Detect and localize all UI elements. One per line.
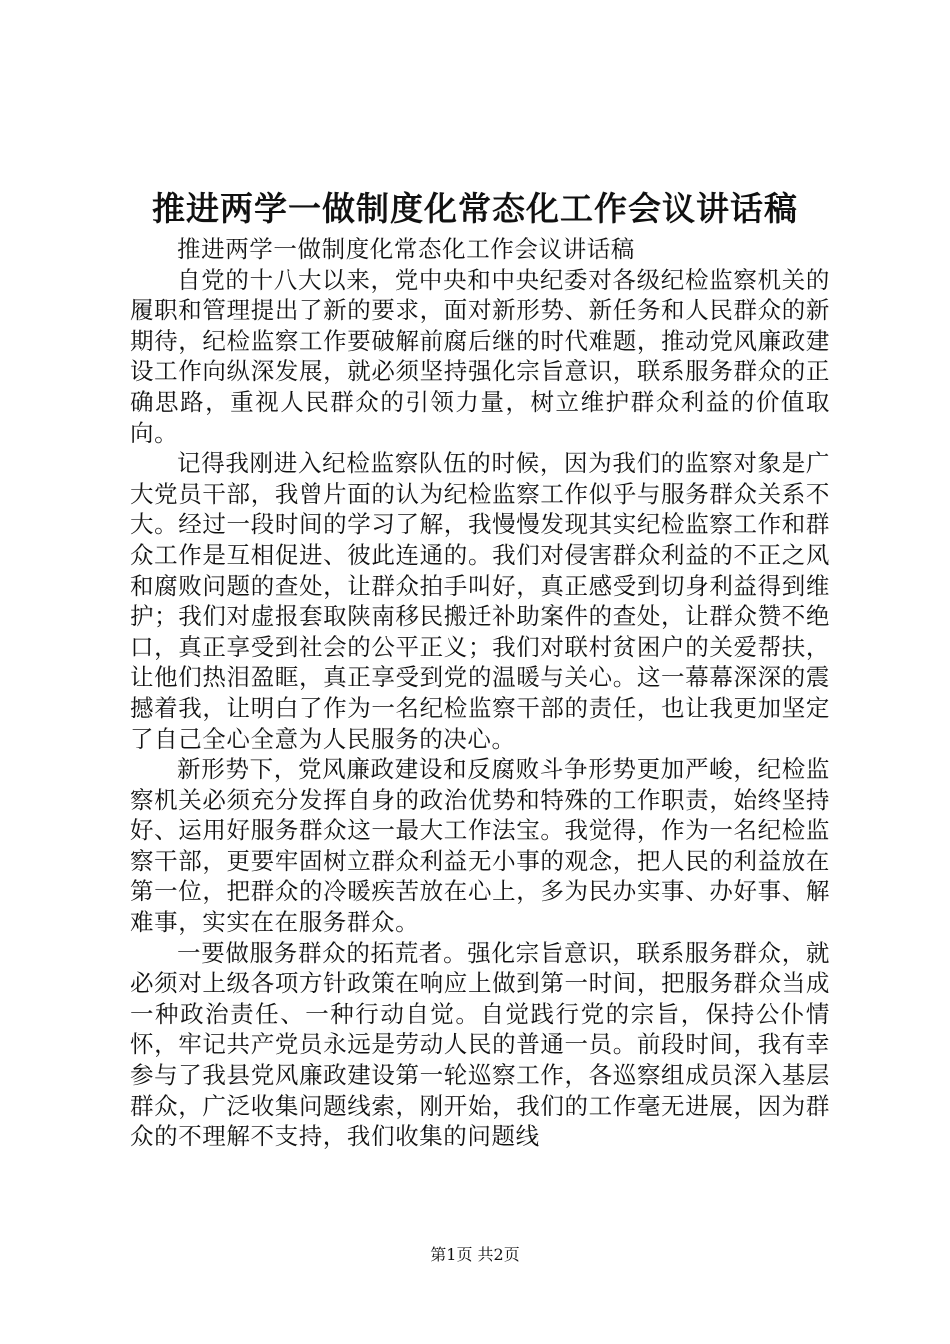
document-subtitle: 推进两学一做制度化常态化工作会议讲话稿 — [177, 235, 635, 263]
paragraph-3: 新形势下，党风廉政建设和反腐败斗争形势更加严峻，纪检监察机关必须充分发挥自身的政治优势和特殊的工作职责，始终坚持好、运用好服务群众这一最大工作法宝。我觉得，作为一名纪检监察干部，更要牢固树立群众利益无小事的观念，把人民的利益放在第一位，把群众的冷暖疾苦放在心上，多为民办实事、办好事、解难事，实实在在服务群众。 — [130, 755, 830, 937]
document-body — [130, 234, 830, 1152]
paragraph-4: 一要做服务群众的拓荒者。强化宗旨意识，联系服务群众，就必须对上级各项方针政策在响应上做到第一时间，把服务群众当成一种政治责任、一种行动自觉。自觉践行党的宗旨，保持公仆情怀，牢记共产党员永远是劳动人民的普通一员。前段时间，我有幸参与了我县党风廉政建设第一轮巡察工作，各巡察组成员深入基层群众，广泛收集问题线索，刚开始，我们的工作毫无进展，因为群众的不理解不支持，我们收集的问题线 — [130, 938, 830, 1151]
document-title: 推进两学一做制度化常态化工作会议讲话稿 — [152, 189, 798, 228]
page-number: 第1页 共2页 — [430, 1245, 520, 1264]
paragraph-1: 自党的十八大以来，党中央和中央纪委对各级纪检监察机关的履职和管理提出了新的要求，面对新形势、新任务和人民群众的新期待，纪检监察工作要破解前腐后继的时代难题，推动党风廉政建设工作向纵深发展，就必须坚持强化宗旨意识，联系服务群众的正确思路，重视人民群众的引领力量，树立维护群众利益的价值取向。 — [130, 265, 830, 447]
paragraph-2: 记得我刚进入纪检监察队伍的时候，因为我们的监察对象是广大党员干部，我曾片面的认为纪检监察工作似乎与服务群众关系不大。经过一段时间的学习了解，我慢慢发现其实纪检监察工作和群众工作是互相促进、彼此连通的。我们对侵害群众利益的不正之风和腐败问题的查处，让群众拍手叫好，真正感受到切身利益得到维护；我们对虚报套取陕南移民搬迁补助案件的查处，让群众赞不绝口，真正享受到社会的公平正义；我们对联村贫困户的关爱帮扶，让他们热泪盈眶，真正享受到党的温暖与关心。这一幕幕深深的震撼着我，让明白了作为一名纪检监察干部的责任，也让我更加坚定了自己全心全意为人民服务的决心。 — [130, 449, 830, 753]
